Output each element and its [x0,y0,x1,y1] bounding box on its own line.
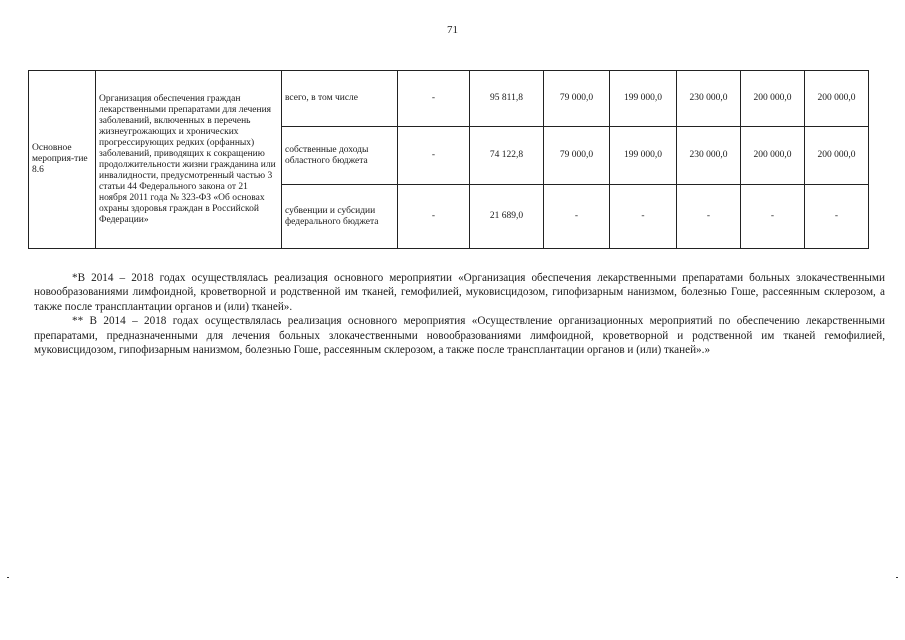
footnotes [34,271,885,357]
event-description: Организация обеспечения граждан лекарственными препаратами для лечения заболеваний, включенных в перечень жизнеугрожающих и хронических прогрессирующих редких (орфанных) заболеваний, приводящих к сокращению продолжительности жизни гражданина или инвалидности, предусмотренный частью 3 статьи 44 Федерального закона от 21 ноября 2011 года № 323-ФЗ «Об основах охраны здоровья граждан в Российской Федерации» [96,71,282,249]
table-cell: 230 000,0 [677,127,741,185]
table-cell: - [398,185,470,249]
table-cell: - [805,185,869,249]
table-cell: 21 689,0 [470,185,544,249]
table-cell: 95 811,8 [470,71,544,127]
table-cell: - [398,71,470,127]
scan-edge-mark [896,577,898,578]
table-cell: - [398,127,470,185]
table-cell: 199 000,0 [610,127,677,185]
table-cell: - [741,185,805,249]
table-cell: 79 000,0 [544,127,610,185]
page-number: 71 [447,24,458,36]
table-cell: 79 000,0 [544,71,610,127]
table-cell: 199 000,0 [610,71,677,127]
table-cell: - [610,185,677,249]
table-cell: 200 000,0 [741,127,805,185]
table-cell: 200 000,0 [805,127,869,185]
table-cell: 200 000,0 [805,71,869,127]
funding-source: всего, в том числе [282,71,398,127]
funding-source: собственные доходы областного бюджета [282,127,398,185]
event-label: Основное мероприя-тие 8.6 [29,71,96,249]
funding-source: субвенции и субсидии федерального бюджета [282,185,398,249]
table-cell: - [677,185,741,249]
table-cell: 230 000,0 [677,71,741,127]
table-row [29,71,869,127]
table-cell: 200 000,0 [741,71,805,127]
table-cell: - [544,185,610,249]
scan-edge-mark [7,577,9,578]
table-cell: 74 122,8 [470,127,544,185]
footnote-2: ** В 2014 – 2018 годах осуществлялась реализация основного мероприятия «Осуществление организационных мероприятий по обеспечению лекарственными препаратами, предназначенными для лечения больных злокачественными новообразованиями лимфоидной, кроветворной и родственной им тканей гемофилией, муковисцидозом, гипофизарным нанизмом, болезнью Гоше, рассеянным склерозом, а также после трансплантации органов и (или) тканей».» [34,315,885,357]
footnote-1: *В 2014 – 2018 годах осуществлялась реализация основного мероприятии «Организация обеспечения лекарственными препаратами больных злокачественными новообразованиями лимфоидной, кроветворной и родственной им тканей, гемофилией, муковисцидозом, гипофизарным нанизмом, болезнью Гоше, рассеянным склерозом, а также после трансплантации органов и (или) тканей». [34,272,885,313]
budget-table [28,70,869,249]
